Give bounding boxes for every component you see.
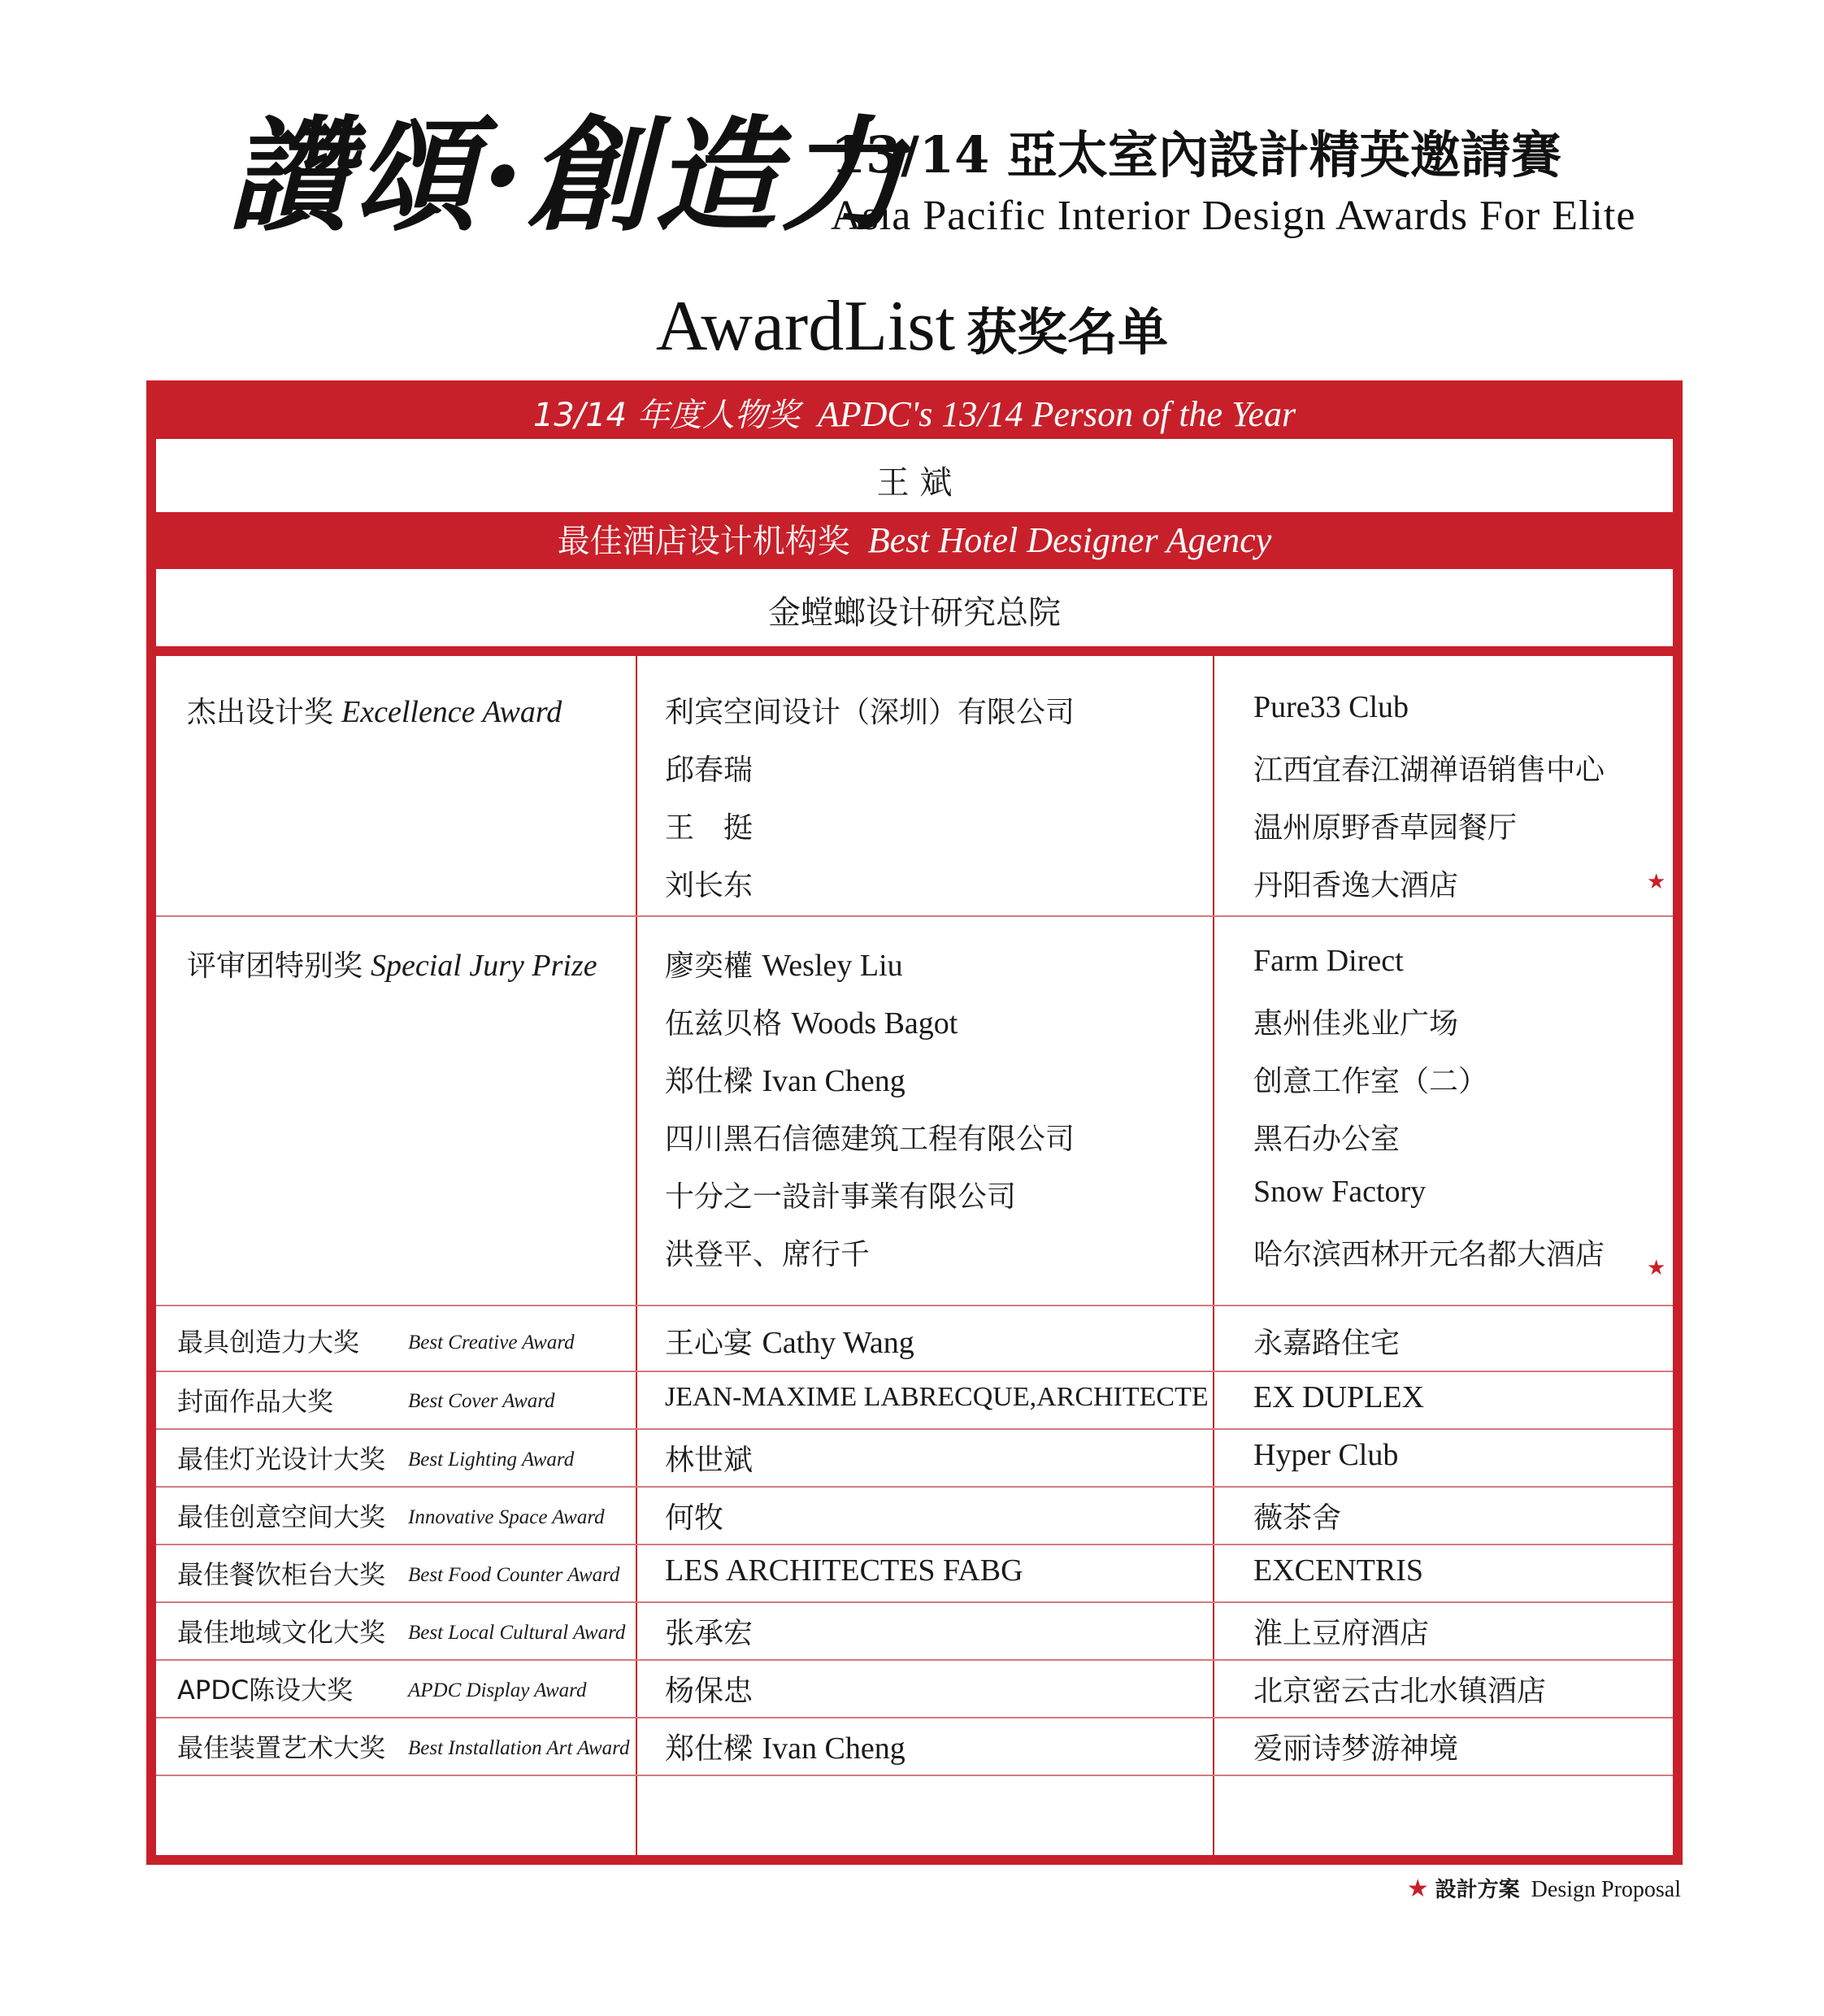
row-divider — [156, 1371, 1673, 1372]
event-title-en: Asia Pacific Interior Design Awards For Elite — [831, 193, 1636, 239]
award-category-en: APDC Display Award — [408, 1679, 587, 1701]
jury-designer-cn: 廖奕權 — [665, 949, 753, 983]
excellence-designer: 邱春瑞 — [665, 754, 753, 787]
award-designer: 杨保忠 — [665, 1675, 753, 1708]
award-project: Hyper Club — [1253, 1438, 1399, 1472]
award-category-cn: 封面作品大奖 — [177, 1386, 334, 1417]
jury-project: 创意工作室（二） — [1253, 1065, 1488, 1098]
jury-designer — [665, 1058, 905, 1100]
excellence-project: 温州原野香草园餐厅 — [1253, 811, 1518, 845]
row-divider — [156, 1775, 1673, 1776]
jury-project: 惠州佳兆业广场 — [1253, 1007, 1459, 1041]
column-divider — [1213, 656, 1214, 1855]
award-category-en: Best Cover Award — [408, 1390, 555, 1412]
row-divider — [156, 1544, 1673, 1545]
hotel-agency-label-cn: 最佳酒店设计机构奖 — [557, 523, 850, 560]
jury-designer-cn: 郑仕樑 — [665, 1065, 753, 1098]
row-divider — [156, 1305, 1673, 1306]
jury-designer — [665, 1001, 958, 1042]
design-proposal-star-icon: ★ — [1406, 1875, 1429, 1903]
row-divider — [156, 1659, 1673, 1661]
award-category-cn: 最具创造力大奖 — [177, 1327, 360, 1358]
award-category-cn: 最佳地域文化大奖 — [177, 1617, 386, 1648]
award-category-en: Best Lighting Award — [408, 1449, 575, 1471]
jury-project: Farm Direct — [1253, 944, 1404, 978]
excellence-project: 江西宜春江湖禅语销售中心 — [1253, 754, 1605, 787]
design-proposal-star-icon: ★ — [1647, 870, 1666, 894]
award-designer: 林世斌 — [665, 1444, 753, 1477]
award-project: 北京密云古北水镇酒店 — [1253, 1675, 1547, 1708]
person-of-year-label-en: APDC's 13/14 Person of the Year — [817, 394, 1296, 434]
award-designer-cn: 郑仕樑 — [665, 1732, 753, 1766]
jury-label-cn: 评审团特别奖 — [187, 949, 363, 983]
award-designer: LES ARCHITECTES FABG — [665, 1553, 1023, 1588]
jury-designer: 洪登平、席行千 — [665, 1238, 871, 1271]
jury-designer: 十分之一設計事業有限公司 — [665, 1180, 1017, 1214]
award-category-cn: 最佳餐饮柜台大奖 — [177, 1559, 386, 1590]
excellence-designer: 王 挺 — [665, 811, 753, 845]
row-divider — [156, 1601, 1673, 1603]
logo-calligraphy: 讚頌·創造力 — [228, 102, 908, 248]
jury-project: 黑石办公室 — [1253, 1123, 1401, 1156]
jury-label-en: Special Jury Prize — [371, 949, 597, 983]
award-designer — [665, 1726, 905, 1767]
excellence-project: 丹阳香逸大酒店 — [1253, 869, 1459, 902]
award-category-cn: 最佳装置艺术大奖 — [177, 1732, 386, 1763]
jury-project: Snow Factory — [1253, 1175, 1427, 1209]
award-designer-en: Ivan Cheng — [762, 1731, 905, 1766]
event-title-cn: 13/14 亞太室內設計精英邀請賽 — [831, 125, 1561, 185]
excellence-designer: 刘长东 — [665, 869, 753, 902]
award-project: 爱丽诗梦游神境 — [1253, 1732, 1459, 1766]
person-of-year-band — [156, 390, 1673, 439]
award-project: EXCENTRIS — [1253, 1553, 1423, 1588]
jury-designer-en: Ivan Cheng — [762, 1064, 905, 1098]
row-divider — [156, 915, 1673, 917]
excellence-label-en: Excellence Award — [341, 695, 562, 729]
award-designer: 张承宏 — [665, 1617, 753, 1650]
jury-designer — [665, 943, 903, 984]
award-designer: JEAN-MAXIME LABRECQUE,ARCHITECTE — [665, 1382, 1209, 1412]
row-divider — [156, 1486, 1673, 1488]
award-project: EX DUPLEX — [1253, 1380, 1425, 1414]
award-category-en: Best Local Cultural Award — [408, 1622, 626, 1644]
award-project: 淮上豆府酒店 — [1253, 1617, 1430, 1650]
design-proposal-legend — [1407, 1873, 1681, 1903]
column-divider — [636, 656, 637, 1855]
jury-designer: 四川黑石信德建筑工程有限公司 — [665, 1123, 1075, 1156]
excellence-project: Pure33 Club — [1253, 690, 1409, 724]
jury-project: 哈尔滨西林开元名都大酒店 — [1253, 1238, 1605, 1271]
award-designer — [665, 1320, 914, 1362]
row-divider — [156, 1717, 1673, 1718]
award-designer-en: Cathy Wang — [762, 1326, 914, 1360]
award-list-cn: 获奖名单 — [966, 302, 1169, 362]
hotel-agency-label-en: Best Hotel Designer Agency — [867, 520, 1272, 560]
jury-designer-en: Woods Bagot — [791, 1006, 958, 1041]
award-category-cn: 最佳灯光设计大奖 — [177, 1444, 386, 1475]
person-of-year-label-cn: 13/14 年度人物奖 — [532, 397, 800, 434]
legend-label-cn: 設計方案 — [1435, 1878, 1520, 1902]
award-category-cn: 最佳创意空间大奖 — [177, 1501, 386, 1532]
hotel-agency-winner: 金螳螂设计研究总院 — [768, 594, 1061, 632]
hotel-agency-band — [156, 512, 1673, 569]
excellence-designer: 利宾空间设计（深圳）有限公司 — [665, 696, 1075, 729]
row-divider — [156, 1428, 1673, 1430]
jury-designer-en: Wesley Liu — [762, 949, 903, 983]
jury-prize-label — [187, 943, 597, 984]
award-category-en: Best Food Counter Award — [408, 1564, 620, 1586]
award-list-heading — [0, 287, 1824, 366]
excellence-label-cn: 杰出设计奖 — [187, 696, 334, 729]
award-designer: 何牧 — [665, 1501, 724, 1535]
design-proposal-star-icon: ★ — [1647, 1256, 1666, 1280]
award-category-cn: APDC陈设大奖 — [177, 1675, 354, 1705]
legend-label-en: Design Proposal — [1531, 1877, 1681, 1902]
award-project: 薇茶舍 — [1253, 1501, 1342, 1535]
award-designer-cn: 王心宴 — [665, 1327, 753, 1360]
award-project: 永嘉路住宅 — [1253, 1327, 1401, 1360]
award-category-en: Innovative Space Award — [408, 1506, 605, 1528]
section-divider-band — [156, 646, 1673, 656]
award-list-en: AwardList — [655, 287, 956, 366]
jury-designer-cn: 伍兹贝格 — [665, 1007, 783, 1041]
award-category-en: Best Creative Award — [408, 1332, 575, 1353]
award-category-en: Best Installation Art Award — [408, 1737, 630, 1759]
person-of-year-winner: 王 斌 — [876, 464, 953, 502]
excellence-award-label — [187, 689, 562, 731]
